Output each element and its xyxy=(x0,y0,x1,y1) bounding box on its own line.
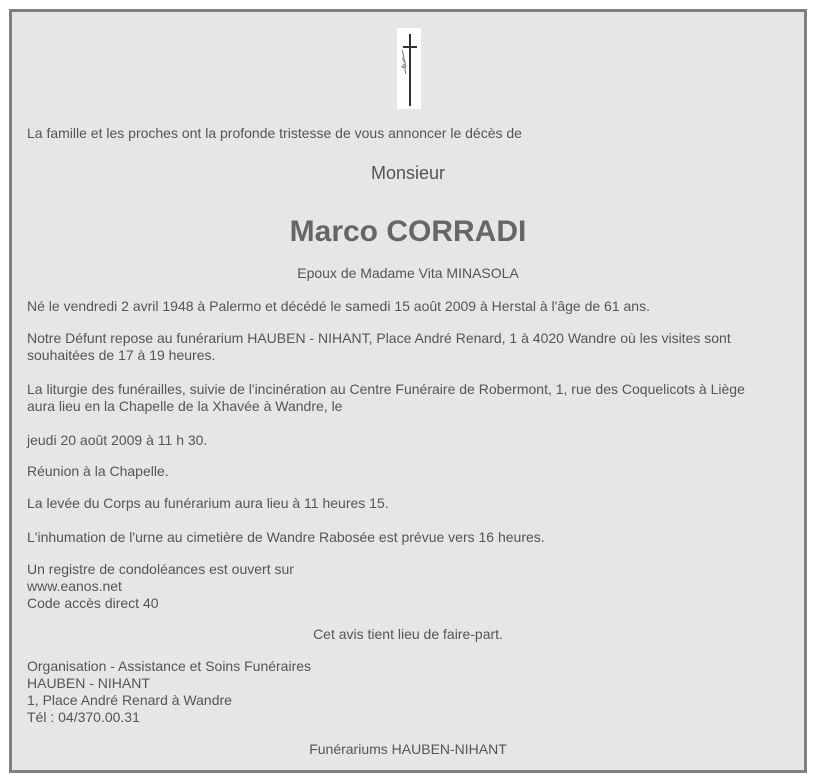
reunion-line: Réunion à la Chapelle. xyxy=(27,463,169,479)
inhumation-line: L'inhumation de l'urne au cimetière de Wandre Rabosée est prévue vers 16 heures. xyxy=(27,529,545,545)
death-notice-card xyxy=(9,9,807,773)
ceremony-date: jeudi 20 août 2009 à 11 h 30. xyxy=(27,432,208,448)
liturgy-line-2: aura lieu en la Chapelle de la Xhavée à Wandre, le xyxy=(27,398,343,414)
repose-line-2: souhaitées de 17 à 19 heures. xyxy=(27,347,216,363)
registre-code: Code accès direct 40 xyxy=(27,595,159,611)
repose-line-1: Notre Défunt repose au funérarium HAUBEN - NIHANT, Place André Renard, 1 à 4020 Wandre où les visites sont xyxy=(27,330,731,346)
registre-line-1: Un registre de condoléances est ouvert sur xyxy=(27,561,294,577)
birth-death-line: Né le vendredi 2 avril 1948 à Palermo et décédé le samedi 15 août 2009 à Herstal à l'âge de 61 ans. xyxy=(27,298,650,314)
registre-website-link[interactable]: www.eanos.net xyxy=(27,578,122,594)
organisation-phone: Tél : 04/370.00.31 xyxy=(27,709,140,725)
avis-line: Cet avis tient lieu de faire-part. xyxy=(313,626,503,642)
organisation-line-3: 1, Place André Renard à Wandre xyxy=(27,692,232,708)
footer-signature: Funérariums HAUBEN-NIHANT xyxy=(309,741,507,757)
svg-text:✿: ✿ xyxy=(401,64,405,69)
intro-text: La famille et les proches ont la profonde tristesse de vous annoncer le décès de xyxy=(27,125,522,141)
liturgy-line-1: La liturgie des funérailles, suivie de l'incinération au Centre Funéraire de Robermont, 1, rue des Coquelicots à Liège xyxy=(27,381,745,397)
honorific: Monsieur xyxy=(370,163,446,183)
organisation-line-2: HAUBEN - NIHANT xyxy=(27,675,150,691)
spouse-line: Epoux de Madame Vita MINASOLA xyxy=(297,265,519,281)
deceased-name: Marco CORRADI xyxy=(289,215,527,248)
cross-icon xyxy=(397,28,421,109)
organisation-line-1: Organisation - Assistance et Soins Funéraires xyxy=(27,658,312,674)
levee-line: La levée du Corps au funérarium aura lieu à 11 heures 15. xyxy=(27,495,389,511)
